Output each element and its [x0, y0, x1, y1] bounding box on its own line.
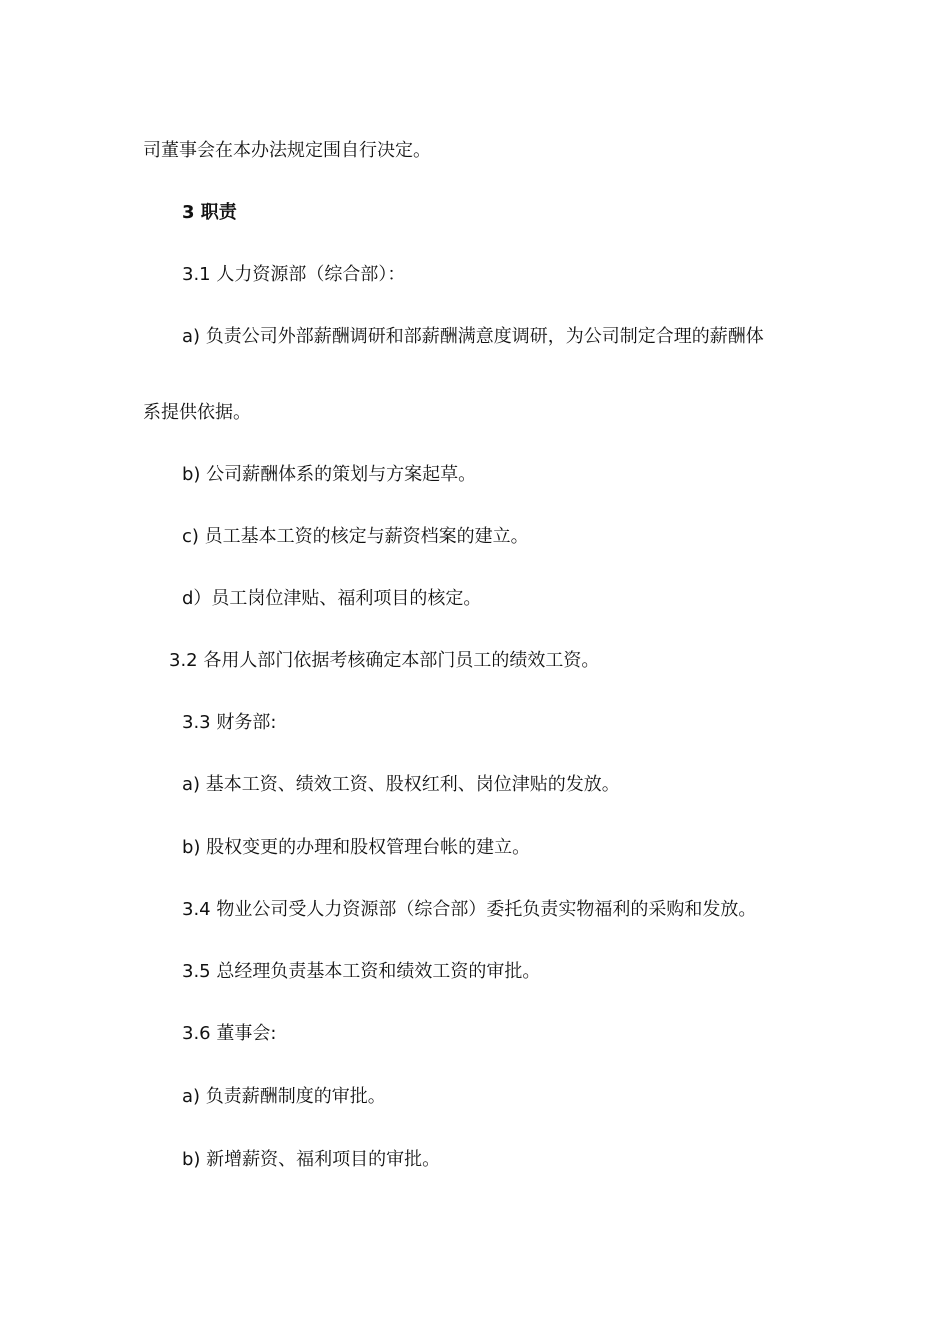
section-heading: 3 职责 — [182, 202, 237, 223]
clause-3-4: 3.4 物业公司受人力资源部（综合部）委托负责实物福利的采购和发放。 — [182, 899, 757, 920]
clause-3-1: 3.1 人力资源部（综合部）： — [182, 264, 406, 285]
clause-3-6-a: a) 负责薪酬制度的审批。 — [182, 1086, 386, 1107]
clause-3-5: 3.5 总经理负责基本工资和绩效工资的审批。 — [182, 961, 541, 982]
clause-3-1-a: a) 负责公司外部薪酬调研和部薪酬满意度调研，为公司制定合理的薪酬体 — [182, 326, 764, 347]
clause-3-3-a: a) 基本工资、绩效工资、股权红利、岗位津贴的发放。 — [182, 774, 620, 795]
clause-3-1-a-continuation: 系提供依据。 — [143, 402, 251, 423]
clause-3-3: 3.3 财务部: — [182, 712, 277, 733]
clause-3-1-b: b) 公司薪酬体系的策划与方案起草。 — [182, 464, 477, 485]
clause-3-1-d: d）员工岗位津贴、福利项目的核定。 — [182, 588, 482, 609]
clause-3-2: 3.2 各用人部门依据考核确定本部门员工的绩效工资。 — [169, 650, 600, 671]
clause-3-3-b: b) 股权变更的办理和股权管理台帐的建立。 — [182, 837, 531, 858]
clause-3-6-b: b) 新增薪资、福利项目的审批。 — [182, 1149, 441, 1170]
paragraph-continuation: 司董事会在本办法规定围自行决定。 — [143, 140, 431, 161]
clause-3-6: 3.6 董事会: — [182, 1023, 277, 1044]
clause-3-1-c: c) 员工基本工资的核定与薪资档案的建立。 — [182, 526, 529, 547]
